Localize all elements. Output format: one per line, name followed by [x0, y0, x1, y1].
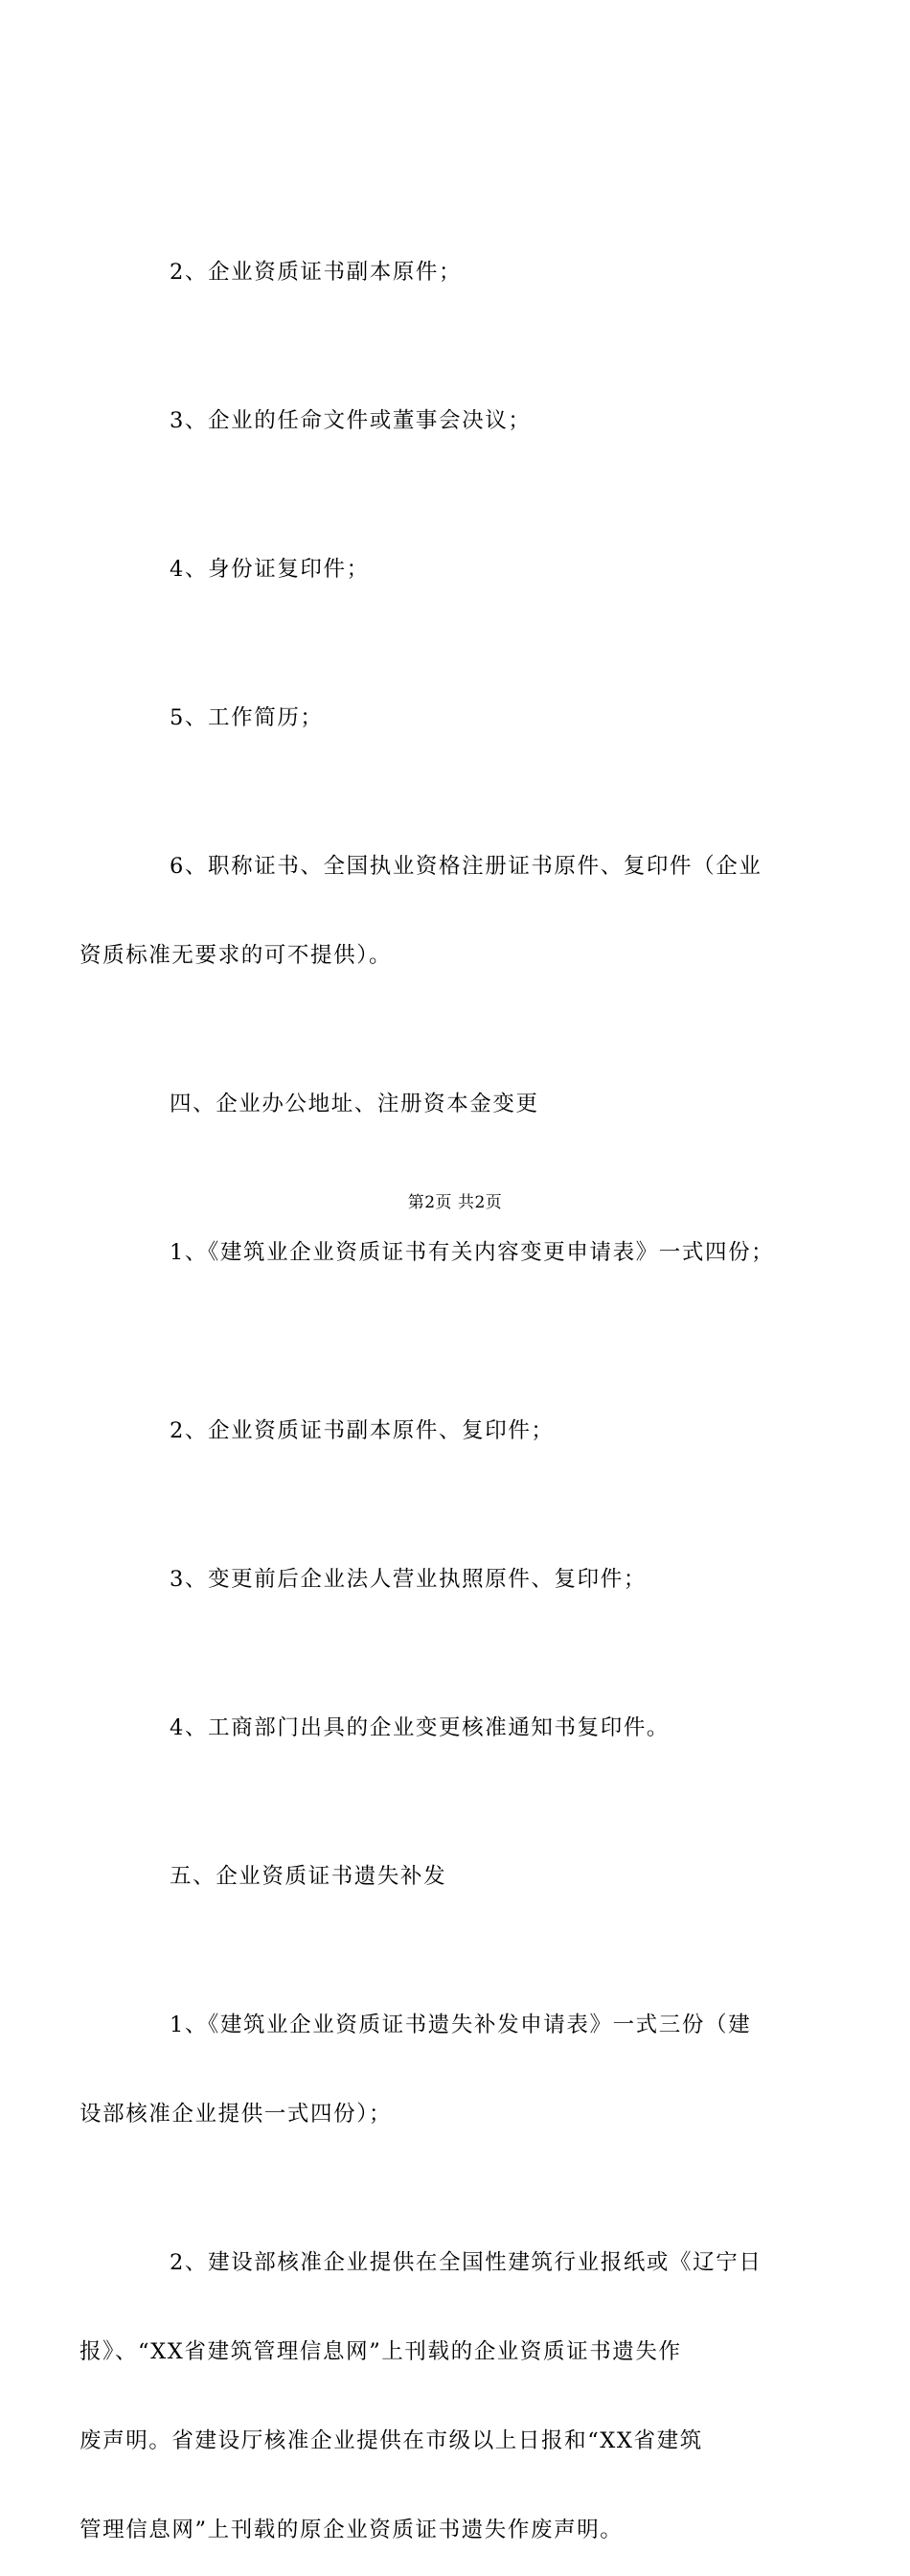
text-line: 4、工商部门出具的企业变更核准通知书复印件。: [170, 1715, 671, 1740]
paragraph-item-3: [125, 1506, 800, 1654]
text-line: 6、职称证书、全国执业资格注册证书原件、复印件（企业: [170, 854, 762, 879]
paragraph-item-5: [125, 644, 800, 793]
paragraph-item-4: [125, 495, 800, 644]
text-line: 2、建设部核准企业提供在全国性建筑行业报纸或《辽宁日: [170, 2250, 762, 2275]
text-line: 管理信息网”上刊载的原企业资质证书遗失作废声明。: [80, 2518, 624, 2542]
text-line: 4、身份证复印件；: [170, 557, 370, 582]
text-line: 1、《建筑业企业资质证书遗失补发申请表》一式三份（建: [170, 2012, 752, 2037]
page-number: 第2页 共2页: [407, 1193, 503, 1212]
text-line: 5、工作简历；: [170, 705, 324, 730]
text-line: 设部核准企业提供一式四份）；: [80, 2102, 393, 2127]
text-line: 2、企业资质证书副本原件；: [170, 260, 463, 285]
text-line: 报》、“XX省建筑管理信息网”上刊载的企业资质证书遗失作: [80, 2339, 682, 2364]
text-line: 废声明。省建设厅核准企业提供在市级以上日报和“XX省建筑: [80, 2428, 703, 2453]
text-line: 3、企业的任命文件或董事会决议；: [170, 408, 532, 433]
paragraph-item-4: [125, 1654, 800, 1803]
paragraph-item-6: [80, 793, 800, 1030]
paragraph-item-3: [125, 347, 800, 495]
section-heading-4: [125, 1030, 800, 1179]
text-line: 五、企业资质证书遗失补发: [170, 1864, 447, 1889]
text-line: 2、企业资质证书副本原件、复印件；: [170, 1418, 555, 1443]
blank-line: [125, 1327, 800, 1357]
text-line: 1、《建筑业企业资质证书有关内容变更申请表》一式四份；: [170, 1240, 775, 1265]
document-body: [80, 198, 800, 2576]
page-footer: [0, 1192, 910, 1213]
text-line: 3、变更前后企业法人营业执照原件、复印件；: [170, 1567, 647, 1592]
paragraph-item-2: [80, 2189, 800, 2576]
text-line: 资质标准无要求的可不提供）。: [80, 943, 393, 968]
paragraph-item-1: [80, 1951, 800, 2189]
paragraph-item-2: [125, 198, 800, 347]
text-line: 四、企业办公地址、注册资本金变更: [170, 1092, 539, 1116]
paragraph-item-2: [125, 1357, 800, 1506]
section-heading-5: [125, 1803, 800, 1951]
